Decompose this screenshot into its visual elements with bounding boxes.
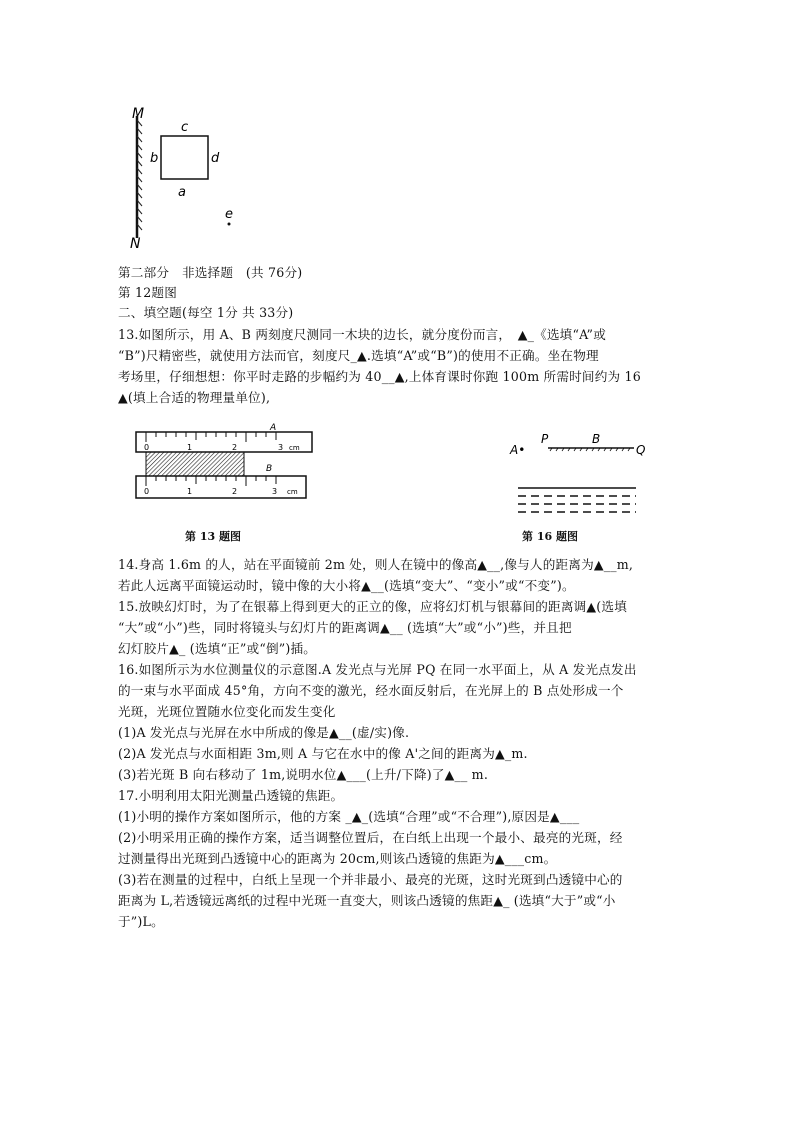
q15-line1: 15.放映幻灯时，为了在银幕上得到更大的正立的像，应将幻灯机与银幕间的距离调▲(选填 — [118, 599, 627, 614]
fig12-caption: 第 12题图 — [118, 285, 178, 300]
q17-sub3a: (3)若在测量的过程中，白纸上呈现一个并非最小、最亮的光斑，这时光斑到凸透镜中心的 — [118, 872, 623, 887]
wood-block — [146, 452, 244, 476]
q17-sub3b: 距离为 L,若透镜远离纸的过程中光斑一直变大，则该凸透镜的焦距▲_ (选填“大于”或“小 — [118, 893, 616, 908]
ruler-b — [136, 476, 306, 498]
fig16-label-A: A• — [510, 443, 526, 457]
q16-sub3: (3)若光斑 B 向右移动了 1m,说明水位▲___(上升/下降)了▲__ m. — [118, 767, 489, 782]
q16-sub1: (1)A 发光点与光屏在水中所成的像是▲__(虚/实)像. — [118, 725, 410, 740]
q14-line1: 14.身高 1.6m 的人，站在平面镜前 2m 处，则人在镜中的像高▲__,像与人的距离为▲__m, — [118, 557, 634, 572]
ruler-b-unit: cm — [287, 488, 298, 496]
q16-sub2: (2)A 发光点与水面相距 3m,则 A 与它在水中的像 A'之间的距离为▲_m. — [118, 746, 528, 761]
q16-line3: 光斑，光斑位置随水位变化而发生变化 — [118, 704, 336, 719]
fig16-label-P: P — [541, 432, 549, 446]
ruler-b-tick-3: 3 — [272, 487, 278, 496]
ruler-figure — [132, 420, 322, 506]
ruler-a-tick-3: 3 — [278, 443, 284, 452]
q16-line1: 16.如图所示为水位测量仪的示意图.A 发光点与光屏 PQ 在同一水平面上，从 A 发光点发出 — [118, 662, 637, 677]
point-e — [228, 223, 231, 226]
label-M: M — [132, 106, 145, 122]
water-level-figure — [508, 428, 668, 520]
label-e: e — [225, 207, 233, 222]
square-block — [161, 136, 208, 179]
q17-sub1: (1)小明的操作方案如图所示，他的方案 _▲_(选填“合理”或“不合理”),原因是▲___ — [118, 809, 580, 824]
label-a: a — [178, 185, 186, 200]
fig16-label-Q: Q — [636, 443, 646, 457]
ruler-a-unit: cm — [289, 444, 300, 452]
ruler-a-tick-2: 2 — [232, 443, 238, 452]
q16-line2: 的一束与水平面成 45°角，方向不变的激光，经水面反射后，在光屏上的 B 点处形成一个 — [118, 683, 624, 698]
ruler-b-tick-2: 2 — [232, 487, 238, 496]
ruler-b-tick-1: 1 — [187, 487, 193, 496]
q17-line1: 17.小明利用太阳光测量凸透镜的焦距。 — [118, 788, 344, 803]
label-b: b — [150, 151, 159, 166]
q17-sub2a: (2)小明采用正确的操作方案，适当调整位置后，在白纸上出现一个最小、最亮的光斑，经 — [118, 830, 623, 845]
ruler-a-label: A — [270, 423, 277, 433]
ruler-a-tick-0: 0 — [144, 443, 150, 452]
q13-line1: 13.如图所示，用 A、B 两刻度尺测同一木块的边长，就分度份而言， ▲_《选填“A”或 — [118, 327, 606, 342]
part2-heading: 二、填空题(每空 1分 共 33分) — [118, 305, 294, 320]
mirror-figure — [125, 100, 235, 252]
fig16-caption: 第 16 题图 — [522, 530, 578, 543]
q15-line3: 幻灯胶片▲_ (选填“正”或“倒”)插。 — [118, 641, 317, 656]
label-d: d — [211, 151, 220, 166]
label-c: c — [181, 120, 189, 135]
fig16-label-B: B — [592, 432, 601, 446]
fig13-caption: 第 13 题图 — [185, 530, 241, 543]
q17-sub2b: 过测量得出光斑到凸透镜中心的距离为 20cm,则该凸透镜的焦距为▲___cm。 — [118, 851, 557, 866]
q13-line4: ▲(填上合适的物理量单位), — [118, 390, 271, 405]
ruler-b-label: B — [266, 464, 273, 474]
label-N: N — [130, 236, 141, 252]
q13-line3: 考场里，仔细想想：你平时走路的步幅约为 40__▲,上体育课时你跑 100m 所需时间约为 16 — [118, 369, 641, 384]
q14-line2: 若此人远离平面镜运动时，镜中像的大小将▲__(选填“变大”、“变小”或“不变”)。 — [118, 578, 575, 593]
q17-sub3c: 于”)L。 — [118, 914, 164, 929]
q13-line2: “B”)尺精密些，就使用方法而官，刻度尺_▲.选填“A”或“B”)的使用不正确。坐在物理 — [118, 348, 599, 363]
ruler-b-tick-0: 0 — [144, 487, 150, 496]
ruler-a-tick-1: 1 — [187, 443, 193, 452]
section-title: 第二部分 非选择题 (共 76分) — [118, 265, 303, 280]
q15-line2: “大”或“小”)些，同时将镜头与幻灯片的距离调▲__ (选填“大”或“小”)些，并且把 — [118, 620, 572, 635]
ruler-a — [136, 432, 312, 452]
